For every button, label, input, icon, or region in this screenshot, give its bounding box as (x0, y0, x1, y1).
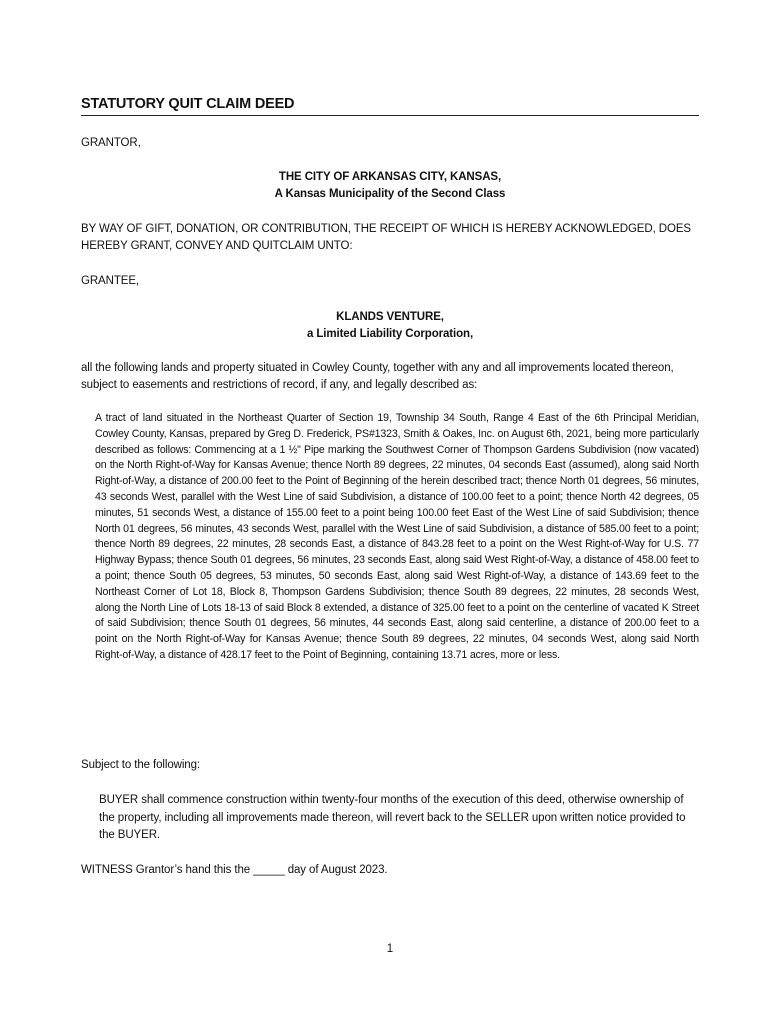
property-intro: all the following lands and property situated in Cowley County, together with any and all improvements located thereon, subject to easements and restrictions of record, if any, and legally described as: (81, 362, 674, 391)
grantee-description: a Limited Liability Corporation, (306, 328, 474, 340)
witness-line: WITNESS Grantor’s hand this the _____ day of August 2023. (81, 864, 388, 876)
reversion-condition: BUYER shall commence construction within twenty-four months of the execution of this deed, otherwise ownership of the property, including all improvements made thereon, will revert back to the SELLER upon written notice provided to the BUYER. (99, 794, 686, 841)
legal-description: A tract of land situated in the Northeast Quarter of Section 19, Township 34 South, Range 4 East of the 6th Principal Meridian, Cowley County, Kansas, prepared by Greg D. Frederick, PS#1323, Smith & Oakes, Inc. on August 6th, 2021, being more particularly described as follows: Commencing at a 1 ½" Pipe marking the Southwest Corner of Thompson Gardens Subdivision (now vacated) on the North Right-of-Way for Kansas Avenue; thence North 89 degrees, 22 minutes, 04 seconds East (assumed), along said North Right-of-Way, a distance of 200.00 feet to the Point of Beginning of the herein described tract; thence North 01 degrees, 56 minutes, 43 seconds West, parallel with the West Line of said Subdivision, a distance of 100.00 feet to a point; thence North 42 degrees, 05 minutes, 51 seconds West, a distance of 155.00 feet to a point being 100.00 feet East of the West Line of said Subdivision; thence North 01 degrees, 56 minutes, 43 seconds West, parallel with the West Line of said Subdivision, a distance of 585.00 feet to a point; thence North 89 degrees, 22 minutes, 28 seconds East, a distance of 843.28 feet to a point on the West Right-of-Way for U.S. 77 Highway Bypass; thence South 01 degrees, 56 minutes, 23 seconds East, along said West Right-of-Way, a distance of 458.00 feet to a point; thence South 05 degrees, 53 minutes, 50 seconds East, along said West Right-of-Way, a distance of 143.69 feet to the Northeast Corner of Lot 18, Block 8, Thompson Gardens Subdivision; thence South 89 degrees, 22 minutes, 28 seconds West, along the North Line of Lots 18-13 of said Block 8 extended, a distance of 325.00 feet to a point on the centerline of vacated K Street of said Subdivision; thence South 01 degrees, 56 minutes, 44 seconds East, along said centerline, a distance of 200.00 feet to a point on the North Right-of-Way for Kansas Avenue; thence South 89 degrees, 22 minutes, 04 seconds West, along said North Right-of-Way, a distance of 428.17 feet to the Point of Beginning, containing 13.71 acres, more or less. (95, 412, 699, 661)
document-title: STATUTORY QUIT CLAIM DEED (81, 96, 699, 116)
deed-page (81, 0, 699, 1024)
grantee-label: GRANTEE, (81, 275, 139, 287)
grantor-description: A Kansas Municipality of the Second Class (274, 188, 506, 200)
grantor-label: GRANTOR, (81, 137, 141, 149)
conveyance-clause: BY WAY OF GIFT, DONATION, OR CONTRIBUTION, THE RECEIPT OF WHICH IS HEREBY ACKNOWLEDGED, DOES HEREBY GRANT, CONVEY AND QUITCLAIM UNTO: (81, 223, 691, 252)
subject-to-heading: Subject to the following: (81, 759, 200, 771)
grantor-name: THE CITY OF ARKANSAS CITY, KANSAS, (278, 171, 502, 183)
grantee-name: KLANDS VENTURE, (336, 311, 444, 323)
page-number: 1 (386, 943, 394, 955)
